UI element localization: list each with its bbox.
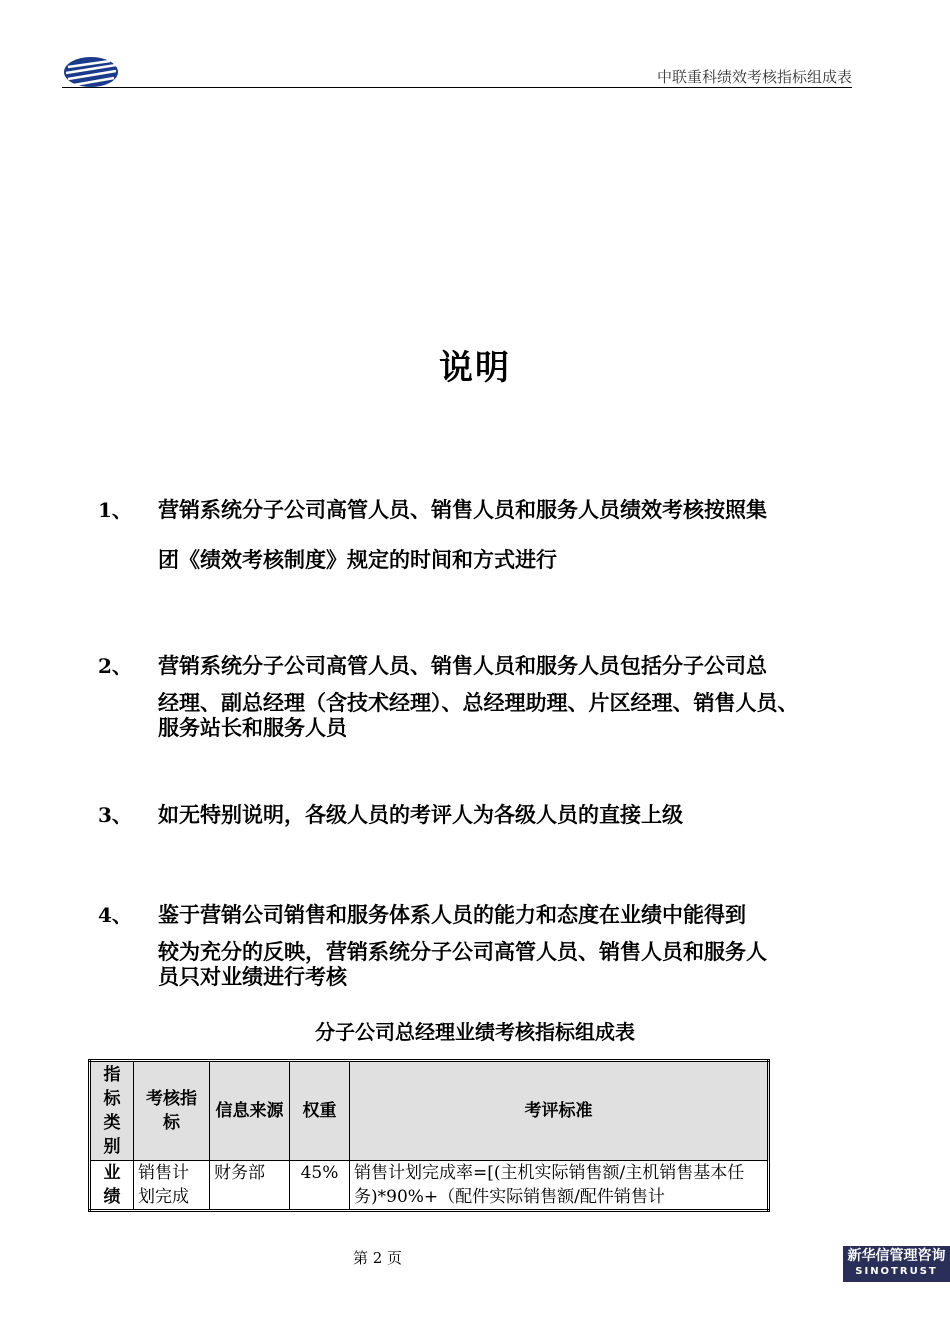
item-text: 营销系统分子公司高管人员、销售人员和服务人员绩效考核按照集: [158, 497, 767, 522]
indicator-cell: 销售计划完成: [134, 1161, 210, 1211]
brand-name-cn: 新华信管理咨询: [847, 1248, 946, 1264]
header-title: 中联重科绩效考核指标组成表: [656, 68, 852, 86]
item-text: 营销系统分子公司高管人员、销售人员和服务人员包括分子公司总: [158, 653, 767, 678]
column-header: 考评标准: [350, 1061, 769, 1161]
column-header: 指标类别: [90, 1061, 134, 1161]
item-text: 服务站长和服务人员: [158, 715, 347, 740]
category-cell: 业绩: [90, 1161, 134, 1211]
column-header: 信息来源: [210, 1061, 290, 1161]
table-header-row: [90, 1061, 769, 1161]
source-cell: 财务部: [210, 1161, 290, 1211]
item-number: 2、: [98, 654, 132, 678]
header-divider: [62, 87, 852, 88]
item-text: 较为充分的反映，营销系统分子公司高管人员、销售人员和服务人: [158, 939, 767, 964]
item-number: 1、: [98, 498, 132, 522]
column-header: 考核指标: [134, 1061, 210, 1161]
table-row: [90, 1161, 769, 1211]
item-text: 员只对业绩进行考核: [158, 964, 347, 989]
weight-cell: 45%: [290, 1161, 350, 1211]
item-number: 4、: [98, 903, 132, 927]
item-text: 经理、副总经理（含技术经理）、总经理助理、片区经理、销售人员、: [158, 690, 799, 715]
column-header: 权重: [290, 1061, 350, 1161]
table-title: 分子公司总经理业绩考核指标组成表: [315, 1020, 635, 1044]
item-number: 3、: [98, 803, 132, 827]
page-title: 说明: [439, 348, 511, 388]
item-text: 如无特别说明，各级人员的考评人为各级人员的直接上级: [158, 802, 683, 827]
item-text: 团《绩效考核制度》规定的时间和方式进行: [158, 547, 557, 572]
brand-name-en: SINOTRUST: [855, 1266, 938, 1277]
company-logo: [62, 55, 120, 89]
consultant-logo: [843, 1246, 950, 1282]
item-text: 鉴于营销公司销售和服务体系人员的能力和态度在业绩中能得到: [158, 902, 746, 927]
criteria-cell: 销售计划完成率=[(主机实际销售额/主机销售基本任务)*90%+（配件实际销售额/配件销售计: [350, 1161, 769, 1211]
page-number: 第 2 页: [352, 1249, 403, 1267]
performance-table: [88, 1059, 770, 1212]
